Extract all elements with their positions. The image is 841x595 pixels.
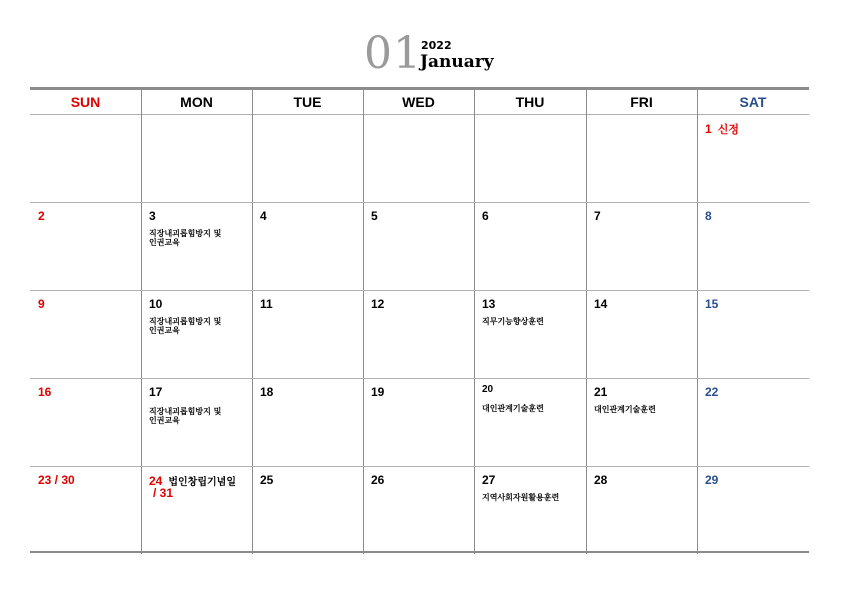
day-number: 17	[149, 385, 163, 399]
day-cell[interactable]	[252, 291, 363, 379]
day-number: 18	[260, 385, 274, 399]
weekday-header-wed: WED	[402, 94, 435, 110]
event-text: 직장내괴롭힘방지 및	[149, 407, 222, 416]
day-cell[interactable]	[141, 467, 252, 555]
day-cell[interactable]	[141, 203, 252, 291]
day-number: 21	[594, 385, 608, 399]
event-text: 인권교육	[149, 326, 180, 335]
day-cell[interactable]	[252, 203, 363, 291]
week-row	[30, 115, 809, 203]
day-number: 2	[38, 209, 45, 223]
day-number: 4	[260, 209, 267, 223]
day-cell[interactable]	[363, 379, 474, 467]
day-number: 9	[38, 297, 45, 311]
day-number: 14	[594, 297, 608, 311]
day-cell[interactable]	[586, 379, 697, 467]
event-text: 대인관계기술훈련	[594, 405, 656, 414]
weekday-header-fri: FRI	[630, 94, 653, 110]
day-cell[interactable]	[586, 115, 697, 203]
day-cell[interactable]	[363, 467, 474, 555]
day-number: 5	[371, 209, 378, 223]
event-text: 직장내괴롭힘방지 및	[149, 229, 222, 238]
day-number: 1 신정	[705, 122, 739, 136]
day-cell[interactable]	[697, 467, 809, 555]
day-cell[interactable]	[252, 115, 363, 203]
day-number: 27	[482, 473, 496, 487]
weekday-header-sat: SAT	[739, 94, 767, 110]
year-label: 2022	[421, 39, 452, 52]
day-number: 26	[371, 473, 385, 487]
day-number: 22	[705, 385, 719, 399]
day-cell[interactable]	[586, 203, 697, 291]
holiday-label: 신정	[717, 124, 739, 136]
holiday-label: 법인창립기념일	[168, 477, 236, 488]
day-number: 29	[705, 473, 719, 487]
day-cell[interactable]	[30, 291, 141, 379]
day-cell[interactable]	[252, 467, 363, 555]
event-text: 지역사회자원활용훈련	[482, 493, 560, 502]
day-cell[interactable]	[474, 467, 586, 555]
day-cell[interactable]	[363, 203, 474, 291]
day-number: 7	[594, 209, 601, 223]
day-cell[interactable]	[141, 291, 252, 379]
day-number: 23 / 30	[38, 473, 75, 487]
day-number: 10	[149, 297, 163, 311]
day-cell[interactable]	[30, 379, 141, 467]
day-cell[interactable]	[363, 291, 474, 379]
day-cell[interactable]	[141, 115, 252, 203]
event-text: 직무기능향상훈련	[482, 317, 544, 326]
weekday-header-sun: SUN	[70, 94, 101, 110]
calendar-header	[0, 0, 841, 88]
day-number: 8	[705, 209, 712, 223]
week-row	[30, 467, 809, 555]
day-number: 12	[371, 297, 385, 311]
day-cell[interactable]	[363, 115, 474, 203]
day-cell[interactable]	[141, 379, 252, 467]
week-row	[30, 379, 809, 467]
day-number: 16	[38, 385, 52, 399]
weekday-header-thu: THU	[515, 94, 545, 110]
day-number: 25	[260, 473, 274, 487]
day-number: 13	[482, 297, 496, 311]
day-cell[interactable]	[474, 203, 586, 291]
day-number: 11	[260, 297, 273, 311]
weekday-header-tue: TUE	[293, 94, 322, 110]
day-cell[interactable]	[30, 115, 141, 203]
day-cell[interactable]	[697, 379, 809, 467]
week-row	[30, 291, 809, 379]
day-cell[interactable]	[30, 467, 141, 555]
event-text: 인권교육	[149, 416, 180, 425]
day-cell[interactable]	[30, 203, 141, 291]
day-number: 19	[371, 385, 385, 399]
calendar-grid	[30, 87, 809, 553]
day-cell[interactable]	[252, 379, 363, 467]
day-cell[interactable]	[474, 291, 586, 379]
month-number: 01	[364, 28, 422, 79]
day-number: 15	[705, 297, 719, 311]
day-number: 3	[149, 209, 156, 223]
week-row	[30, 203, 809, 291]
day-number: 24 법인창립기념일	[149, 474, 236, 488]
event-text: 직장내괴롭힘방지 및	[149, 317, 222, 326]
day-cell[interactable]	[697, 115, 809, 203]
day-number: 28	[594, 473, 608, 487]
event-text: 대인관계기술훈련	[482, 404, 544, 413]
weekday-header-mon: MON	[180, 94, 213, 110]
day-cell[interactable]	[586, 291, 697, 379]
day-cell[interactable]	[474, 115, 586, 203]
day-cell[interactable]	[586, 467, 697, 555]
day-number: 20	[482, 384, 494, 395]
weekday-header-row	[30, 90, 809, 115]
day-cell[interactable]	[697, 203, 809, 291]
day-cell[interactable]	[474, 379, 586, 467]
event-text: 인권교육	[149, 238, 180, 247]
day-number: 6	[482, 209, 489, 223]
day-cell[interactable]	[697, 291, 809, 379]
month-name: January	[420, 52, 494, 72]
extra-day-number: / 31	[153, 486, 174, 500]
